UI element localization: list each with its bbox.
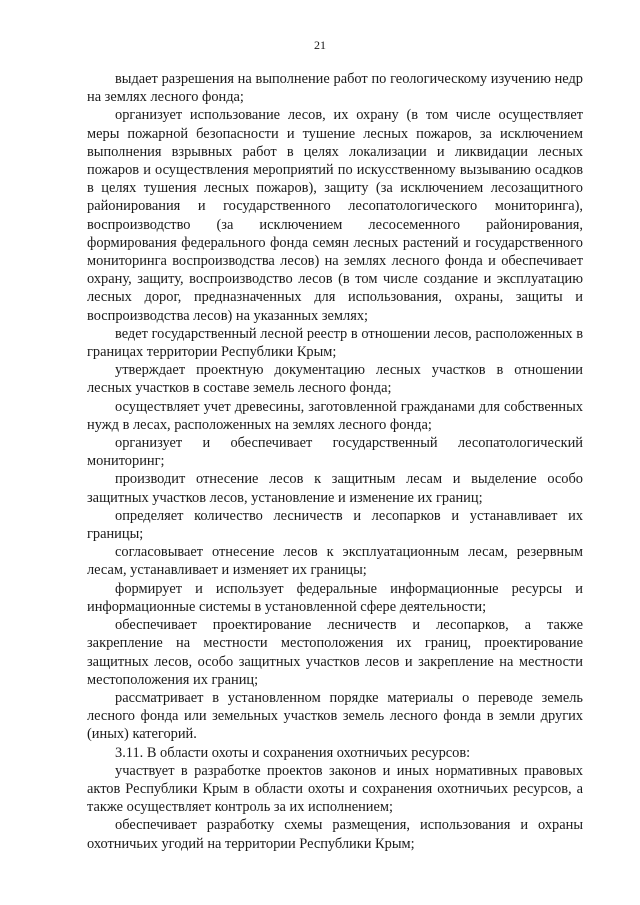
paragraph: утверждает проектную документацию лесных участков в отношении лесных участков в составе земель лесного фонда;	[87, 362, 583, 397]
paragraph: организует и обеспечивает государственный лесопатологический мониторинг;	[87, 435, 583, 470]
document-body	[87, 70, 583, 853]
paragraph: осуществляет учет древесины, заготовленной гражданами для собственных нужд в лесах, расположенных на землях лесного фонда;	[87, 398, 583, 433]
paragraph: производит отнесение лесов к защитным лесам и выделение особо защитных участков лесов, установление и изменение их границ;	[87, 471, 583, 506]
page-number: 21	[314, 38, 326, 52]
paragraph: обеспечивает разработку схемы размещения, использования и охраны охотничьих угодий на территории Республики Крым;	[87, 817, 583, 852]
paragraph: ведет государственный лесной реестр в отношении лесов, расположенных в границах территории Республики Крым;	[87, 325, 583, 361]
paragraph: согласовывает отнесение лесов к эксплуатационным лесам, резервным лесам, устанавливает и изменяет их границы;	[87, 544, 583, 579]
section-heading: 3.11. В области охоты и сохранения охотничьих ресурсов:	[115, 744, 471, 761]
paragraph: участвует в разработке проектов законов и иных нормативных правовых актов Республики Крым в области охоты и сохранения охотничьих ресурсов, а также осуществляет контроль за их исполнением;	[87, 762, 583, 816]
paragraph: формирует и использует федеральные информационные ресурсы и информационные системы в установленной сфере деятельности;	[87, 580, 583, 615]
paragraph: рассматривает в установленном порядке материалы о переводе земель лесного фонда или земельных участков земель лесного фонда в земли других (иных) категорий.	[87, 689, 583, 743]
paragraph: выдает разрешения на выполнение работ по геологическому изучению недр на землях лесного фонда;	[87, 71, 583, 106]
paragraph: обеспечивает проектирование лесничеств и лесопарков, а также закрепление на местности местоположения их границ, проектирование защитных лесов, особо защитных участков лесов и закрепление на местности местоположения их границ;	[87, 617, 583, 688]
paragraph: определяет количество лесничеств и лесопарков и устанавливает их границы;	[87, 507, 583, 543]
paragraph: организует использование лесов, их охрану (в том числе осуществляет меры пожарной безопасности и тушение лесных пожаров, за исключением выполнения взрывных работ в целях локализации и ликвидации лесных пожаров и осуществления мероприятий по искусственному вызыванию осадков в целях тушения лесных пожаров), защиту (за исключением лесозащитного районирования и государственного лесопатологического мониторинга), воспроизводство (за исключением лесосеменного районирования, формирования федерального фонда семян лесных растений и государственного мониторинга воспроизводства лесов) на землях лесного фонда и обеспечивает охрану, защиту, воспроизводство лесов (в том числе создание и эксплуатацию лесных дорог, предназначенных для использования, охраны, защиты и воспроизводства лесов) на указанных землях;	[87, 107, 583, 324]
